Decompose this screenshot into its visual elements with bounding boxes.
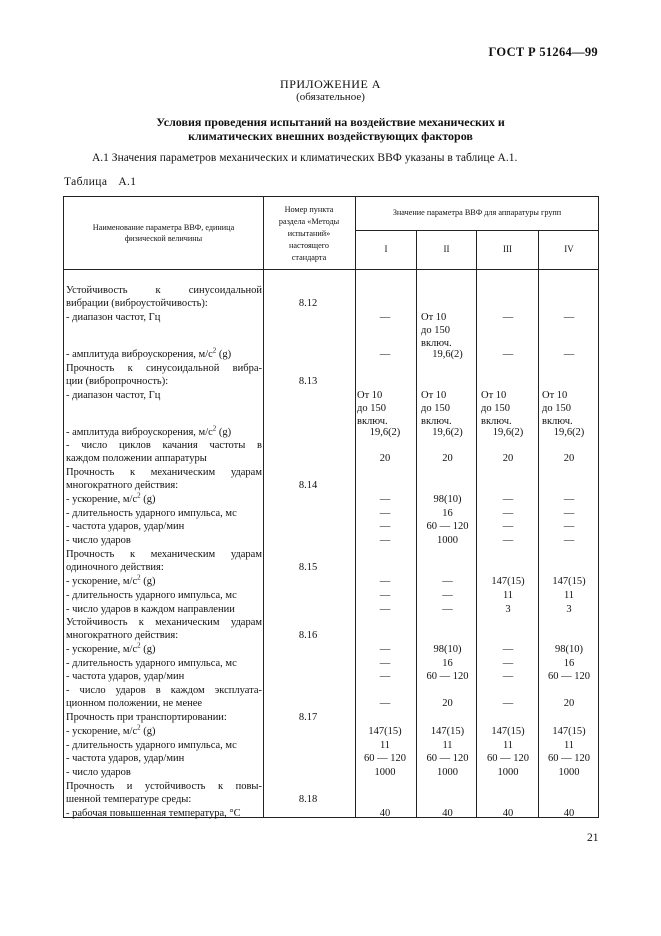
header-param-line1: Наименование параметра ВВФ, единица [92, 223, 235, 232]
value-cell: 19,6(2) [432, 427, 463, 438]
value-cell: От 10 [357, 390, 383, 401]
value-cell: включ. [421, 416, 452, 427]
header-group-4: IV [564, 244, 574, 254]
col-divider [263, 196, 264, 818]
value-cell: 1000 [558, 767, 580, 778]
value-cell: 1000 [437, 767, 458, 778]
value-cell: — [379, 349, 391, 360]
clause-number: 8.14 [298, 480, 318, 491]
value-cell: 98(10) [433, 494, 462, 505]
col-divider [476, 230, 477, 818]
value-cell: 40 [563, 808, 575, 819]
param-text: - число ударов в каждом эксплуата- [66, 685, 262, 696]
value-cell: до 150 [421, 325, 450, 336]
value-cell: — [379, 671, 391, 682]
param-text: - частота ударов, удар/мин [66, 753, 185, 764]
value-cell: 60 — 120 [548, 753, 590, 764]
clause-number: 8.13 [298, 376, 318, 387]
value-cell: 11 [502, 590, 514, 601]
value-cell: — [502, 698, 514, 709]
param-text: - длительность ударного импульса, мс [66, 740, 237, 751]
value-cell: 147(15) [552, 726, 586, 737]
value-cell: включ. [357, 416, 388, 427]
value-cell: до 150 [542, 403, 571, 414]
value-cell: до 150 [357, 403, 386, 414]
value-cell: — [563, 312, 575, 323]
param-text: - амплитуда виброускорения, $м/с^2$ (g) [66, 424, 232, 438]
value-cell: 147(15) [552, 576, 586, 587]
value-cell: — [379, 644, 391, 655]
value-cell: 20 [563, 698, 575, 709]
page-number: 21 [587, 832, 599, 844]
param-text: - число ударов [66, 535, 131, 546]
value-cell: 60 — 120 [426, 671, 469, 682]
param-text: Прочность к механическим ударам [66, 467, 262, 478]
value-cell: 3 [505, 604, 511, 615]
value-cell: — [563, 349, 575, 360]
param-text: - длительность ударного импульса, мс [66, 508, 237, 519]
header-clause-line: испытаний» [287, 229, 331, 238]
value-cell: От 10 [542, 390, 568, 401]
value-cell: 40 [442, 808, 453, 819]
header-clause-line: стандарта [291, 253, 327, 262]
value-cell: 3 [566, 604, 572, 615]
param-text: - число ударов в каждом направлении [66, 604, 235, 615]
param-text: - рабочая повышенная температура, °С [66, 808, 241, 819]
param-text: - длительность ударного импульса, мс [66, 658, 237, 669]
value-cell: включ. [542, 416, 573, 427]
value-cell: От 10 [481, 390, 507, 401]
value-cell: — [379, 494, 391, 505]
value-cell: до 150 [421, 403, 450, 414]
value-cell: 98(10) [433, 644, 462, 655]
clause-number: 8.16 [298, 630, 318, 641]
value-cell: 16 [563, 658, 575, 669]
header-group-2: II [443, 244, 450, 254]
value-cell: — [442, 604, 453, 615]
param-text: Прочность к синусоидальной вибра- [66, 363, 262, 374]
value-cell: От 10 [421, 312, 447, 323]
standard-designation: ГОСТ Р 51264—99 [488, 45, 598, 59]
value-cell: — [379, 508, 391, 519]
value-cell: 40 [379, 808, 391, 819]
param-text: - число ударов [66, 767, 131, 778]
param-text: - длительность ударного импульса, мс [66, 590, 237, 601]
param-text: - частота ударов, удар/мин [66, 521, 185, 532]
value-cell: 60 — 120 [548, 671, 590, 682]
param-text: каждом положении аппаратуры [66, 453, 207, 464]
value-cell: — [502, 671, 514, 682]
value-cell: 147(15) [491, 726, 525, 737]
value-cell: 40 [502, 808, 514, 819]
table-caption-word: Таблица [64, 176, 108, 188]
value-cell: — [502, 508, 514, 519]
appendix-title [0, 115, 661, 143]
param-text: Устойчивость к синусоидальной [66, 285, 262, 296]
value-cell: — [502, 521, 514, 532]
header-bottom-rule [63, 269, 599, 270]
value-cell: 60 — 120 [426, 521, 469, 532]
param-text: - амплитуда виброускорения, $м/с^2$ (g) [66, 346, 232, 360]
param-text: одиночного действия: [66, 562, 164, 573]
value-cell: 60 — 120 [364, 753, 406, 764]
table-caption-number: А.1 [118, 176, 137, 188]
value-cell: — [502, 312, 514, 323]
param-text: - диапазон частот, Гц [66, 390, 161, 401]
value-cell: 16 [442, 508, 453, 519]
value-cell: — [379, 698, 391, 709]
value-cell: — [379, 604, 391, 615]
appendix-title-line2: климатических внешних воздействующих факторов [188, 129, 473, 143]
header-param-line2: физической величины [124, 234, 203, 243]
value-cell: 20 [442, 698, 453, 709]
param-text: Устойчивость к механическим ударам [66, 617, 262, 628]
value-cell: до 150 [481, 403, 510, 414]
value-cell: 11 [442, 740, 453, 751]
value-cell: От 10 [421, 390, 447, 401]
value-cell: 147(15) [368, 726, 402, 737]
value-cell: 147(15) [430, 726, 465, 737]
col-divider [416, 230, 417, 818]
header-group-1: I [384, 244, 388, 254]
value-cell: 147(15) [491, 576, 525, 587]
value-cell: — [563, 508, 575, 519]
value-cell: 16 [442, 658, 453, 669]
value-cell: — [502, 535, 514, 546]
value-cell: 20 [502, 453, 514, 464]
value-cell: 1000 [374, 767, 396, 778]
value-cell: — [442, 590, 453, 601]
clause-number: 8.17 [298, 712, 318, 723]
value-cell: — [379, 576, 391, 587]
value-cell: — [379, 658, 391, 669]
col-divider [538, 230, 539, 818]
value-cell: 11 [563, 740, 575, 751]
value-cell: — [563, 535, 575, 546]
value-cell: включ. [421, 338, 452, 349]
value-cell: 11 [379, 740, 391, 751]
value-cell: — [502, 644, 514, 655]
appendix-status: (обязательное) [296, 91, 365, 103]
param-text: - ускорение, $м/с^2$ (g) [66, 723, 156, 737]
value-cell: — [563, 521, 575, 532]
appendix-label: ПРИЛОЖЕНИЕ А [280, 77, 381, 91]
param-text: ции (вибропрочность): [66, 376, 169, 387]
table-caption [64, 176, 136, 188]
value-cell: 19,6(2) [492, 427, 524, 438]
header-divider [355, 230, 599, 231]
value-cell: 19,6(2) [432, 349, 463, 360]
param-text: ционном положении, не менее [66, 698, 203, 709]
header-values: Значение параметра ВВФ для аппаратуры групп [392, 208, 562, 217]
value-cell: 98(10) [555, 644, 583, 655]
value-cell: включ. [481, 416, 512, 427]
value-cell: 11 [502, 740, 514, 751]
value-cell: 1000 [497, 767, 519, 778]
value-cell: 60 — 120 [426, 753, 469, 764]
header-param [66, 222, 261, 244]
appendix-title-line1: Условия проведения испытаний на воздействие механических и [156, 115, 505, 129]
clause-number: 8.15 [298, 562, 318, 573]
param-text: вибрации (виброустойчивость): [66, 298, 208, 309]
header-clause-line: настоящего [288, 241, 329, 250]
value-cell: 20 [563, 453, 575, 464]
value-cell: — [379, 521, 391, 532]
value-cell: 20 [379, 453, 391, 464]
header-group-3: III [503, 244, 512, 254]
header-clause-line: Номер пункта [284, 205, 334, 214]
value-cell: — [442, 576, 453, 587]
param-text: - ускорение, $м/с^2$ (g) [66, 641, 156, 655]
header-clause-line: раздела «Методы [278, 217, 340, 226]
value-cell: 1000 [437, 535, 458, 546]
param-text: - ускорение, $м/с^2$ (g) [66, 573, 156, 587]
value-cell: — [563, 494, 575, 505]
param-text: - частота ударов, удар/мин [66, 671, 185, 682]
intro-paragraph: А.1 Значения параметров механических и климатических ВВФ указаны в таблице А.1. [92, 152, 518, 164]
clause-number: 8.18 [298, 794, 318, 805]
value-cell: 19,6(2) [369, 427, 401, 438]
value-cell: — [379, 312, 391, 323]
value-cell: 20 [442, 453, 453, 464]
clause-number: 8.12 [298, 298, 318, 309]
param-text: шенной температуре среды: [66, 794, 192, 805]
param-text: многократного действия: [66, 630, 179, 641]
param-text: - ускорение, $м/с^2$ (g) [66, 491, 156, 505]
value-cell: — [502, 658, 514, 669]
value-cell: 11 [563, 590, 575, 601]
value-cell: — [502, 349, 514, 360]
value-cell: — [502, 494, 514, 505]
value-cell: 19,6(2) [553, 427, 585, 438]
param-text: многократного действия: [66, 480, 179, 491]
header-clause [265, 204, 353, 264]
value-cell: — [379, 535, 391, 546]
param-text: - диапазон частот, Гц [66, 312, 161, 323]
param-text: Прочность к механическим ударам [66, 549, 262, 560]
param-text: - число циклов качания частоты в [66, 440, 262, 451]
value-cell: — [379, 590, 391, 601]
param-text: Прочность и устойчивость к повы- [66, 781, 262, 792]
param-text: Прочность при транспортировании: [66, 712, 227, 723]
value-cell: 60 — 120 [487, 753, 529, 764]
